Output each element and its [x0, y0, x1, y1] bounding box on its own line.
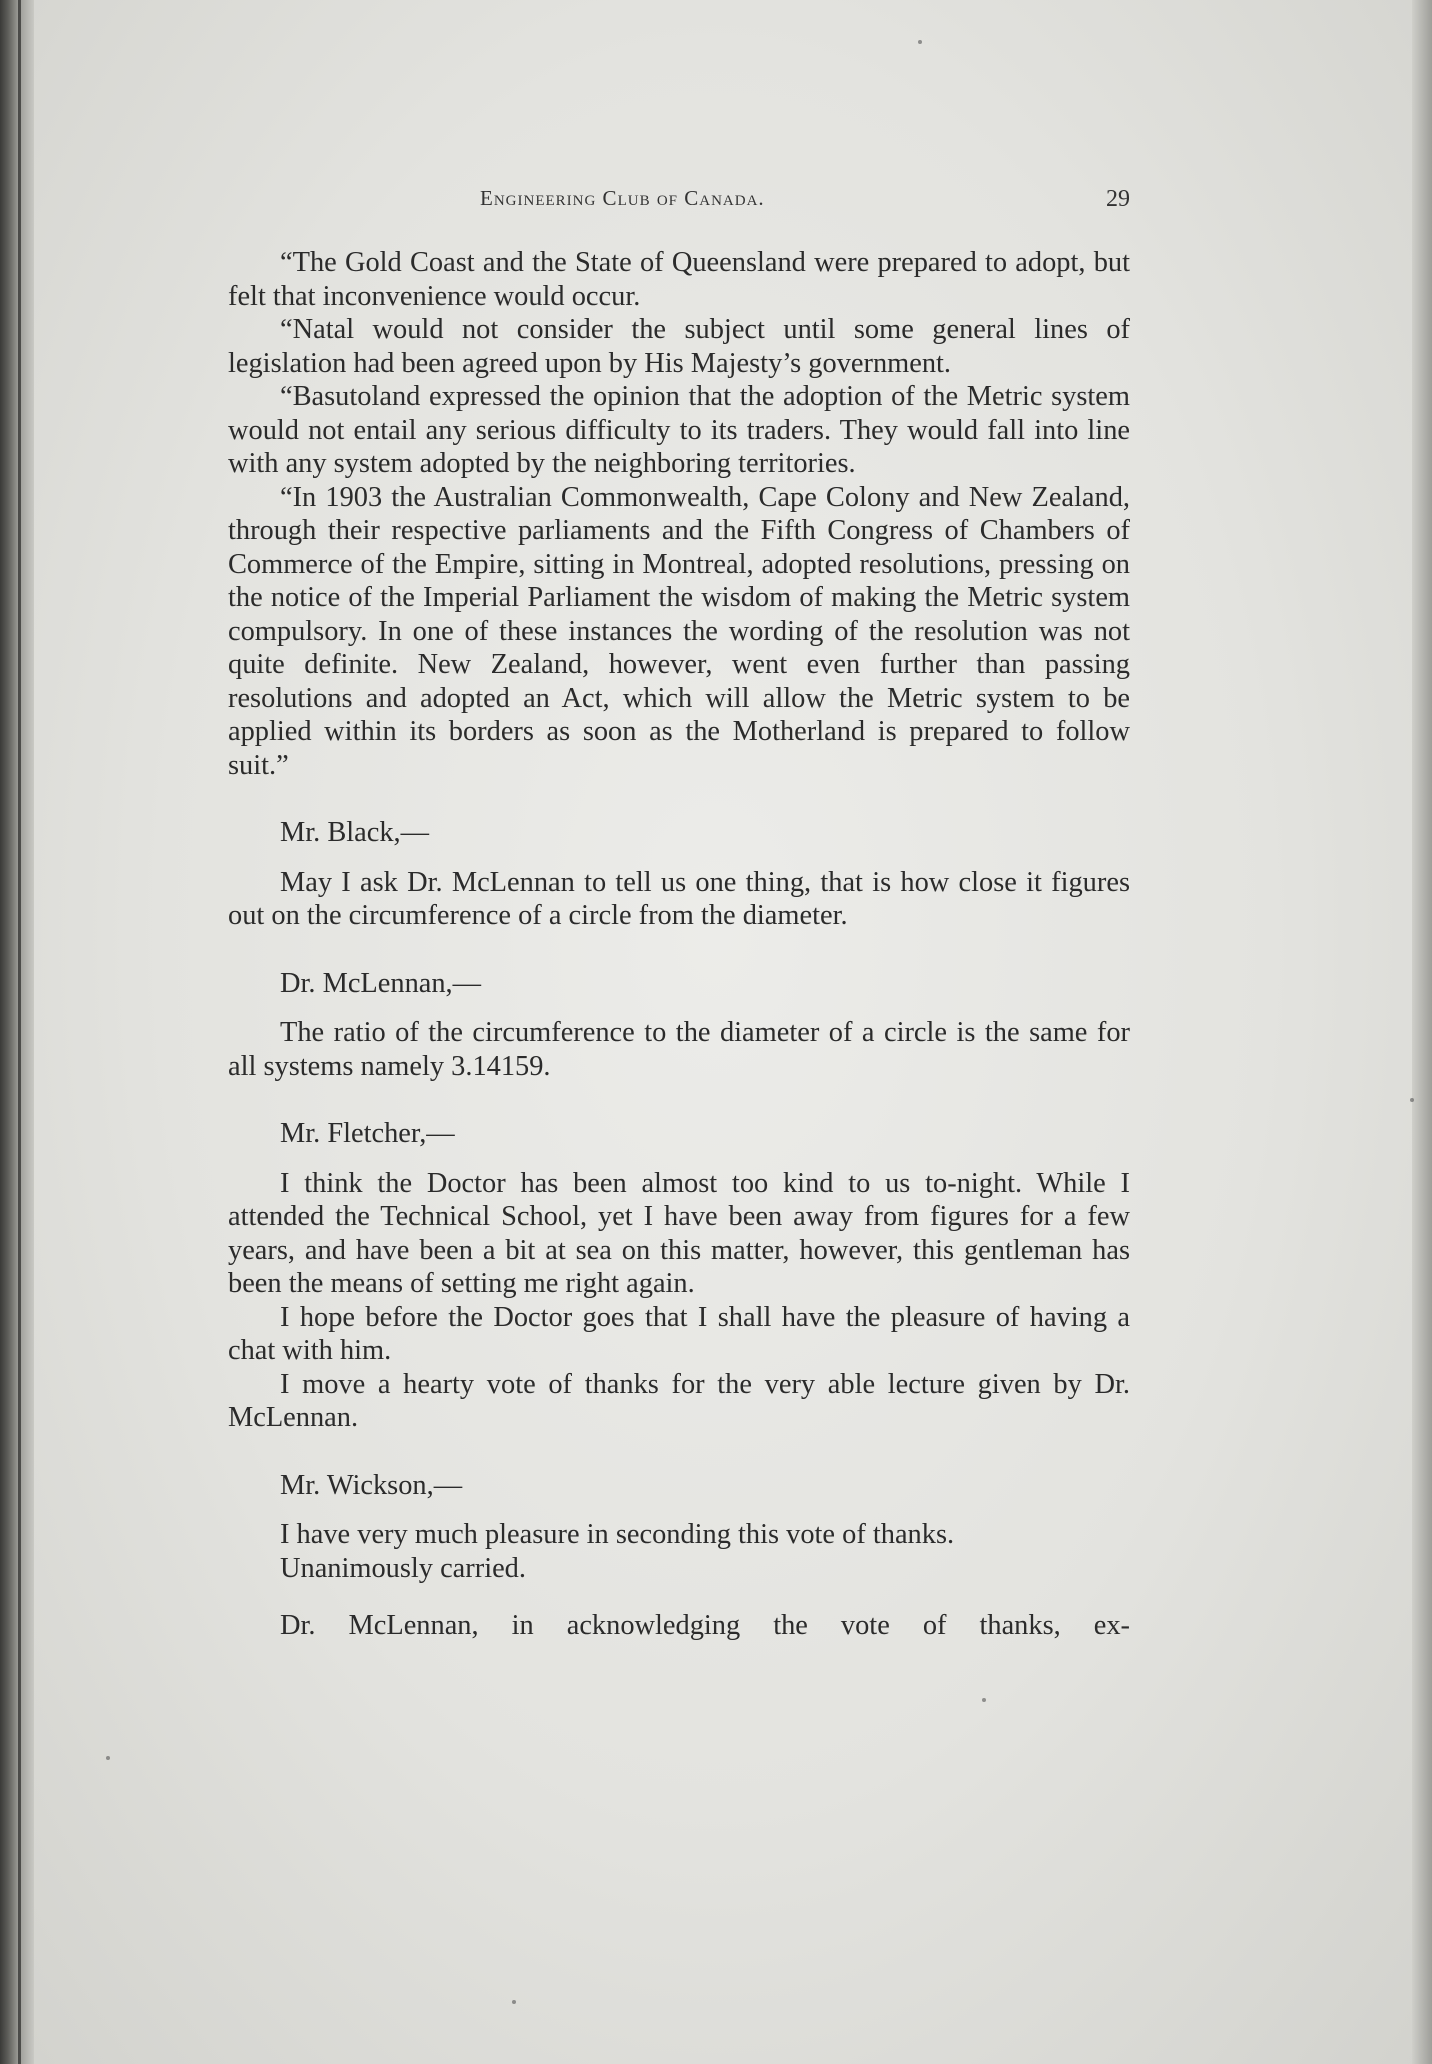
- scan-speck: [982, 1698, 986, 1702]
- scan-speck: [918, 40, 922, 44]
- page-header: [230, 186, 1130, 226]
- quote-paragraph: “The Gold Coast and the State of Queensland were prepared to adopt, but felt that inconvenience would occur.: [228, 247, 1130, 312]
- motion-result: Unanimously carried.: [280, 1552, 526, 1584]
- speech-paragraph: The ratio of the circumference to the diameter of a circle is the same for all systems namely 3.14159.: [228, 1017, 1130, 1082]
- scan-speck: [1410, 1098, 1414, 1102]
- spine-edge: [18, 0, 21, 2064]
- speaker-name: Dr. McLennan,—: [280, 967, 482, 999]
- page-body: [228, 246, 1130, 1643]
- scan-speck: [512, 2000, 516, 2004]
- book-spine: [0, 0, 34, 2064]
- page-edge: [1412, 0, 1432, 2064]
- speech-paragraph: I think the Doctor has been almost too kind to us to-night. While I attended the Technical School, yet I have been away from figures for a few years, and have been a bit at sea on this matter, however, this gentleman has been the means of setting me right again.: [228, 1167, 1130, 1299]
- quote-paragraph: “Natal would not consider the subject until some general lines of legislation had been agreed upon by His Majesty’s government.: [228, 314, 1130, 379]
- speech-paragraph: May I ask Dr. McLennan to tell us one thing, that is how close it figures out on the circumference of a circle from the diameter.: [228, 866, 1130, 931]
- quote-paragraph: “Basutoland expressed the opinion that the adoption of the Metric system would not entail any serious difficulty to its traders. They would fall into line with any system adopted by the neighboring territories.: [228, 381, 1130, 479]
- speech-paragraph: I have very much pleasure in seconding this vote of thanks.: [280, 1519, 955, 1550]
- speaker-name: Mr. Black,—: [280, 817, 430, 848]
- page-number: 29: [1106, 186, 1130, 212]
- scan-speck: [106, 1756, 110, 1760]
- quote-paragraph: “In 1903 the Australian Commonwealth, Cape Colony and New Zealand, through their respective parliaments and the Fifth Congress of Chambers of Commerce of the Empire, sitting in Montreal, adopted resolutions, pressing on the notice of the Imperial Parliament the wisdom of making the Metric system compulsory. In one of these instances the wording of the resolution was not quite definite. New Zealand, however, went even further than passing resolutions and adopted an Act, which will allow the Metric system to be applied within its borders as soon as the Motherland is prepared to follow suit.”: [228, 481, 1130, 781]
- running-head: Engineering Club of Canada.: [480, 186, 765, 210]
- speech-paragraph: I hope before the Doctor goes that I shall have the pleasure of having a chat with him.: [228, 1301, 1130, 1366]
- speech-paragraph: I move a hearty vote of thanks for the very able lecture given by Dr. McLennan.: [228, 1368, 1130, 1433]
- speaker-name: Mr. Fletcher,—: [280, 1118, 455, 1149]
- closing-line: Dr. McLennan, in acknowledging the vote of thanks, ex-: [280, 1610, 1130, 1641]
- speaker-name: Mr. Wickson,—: [280, 1469, 463, 1501]
